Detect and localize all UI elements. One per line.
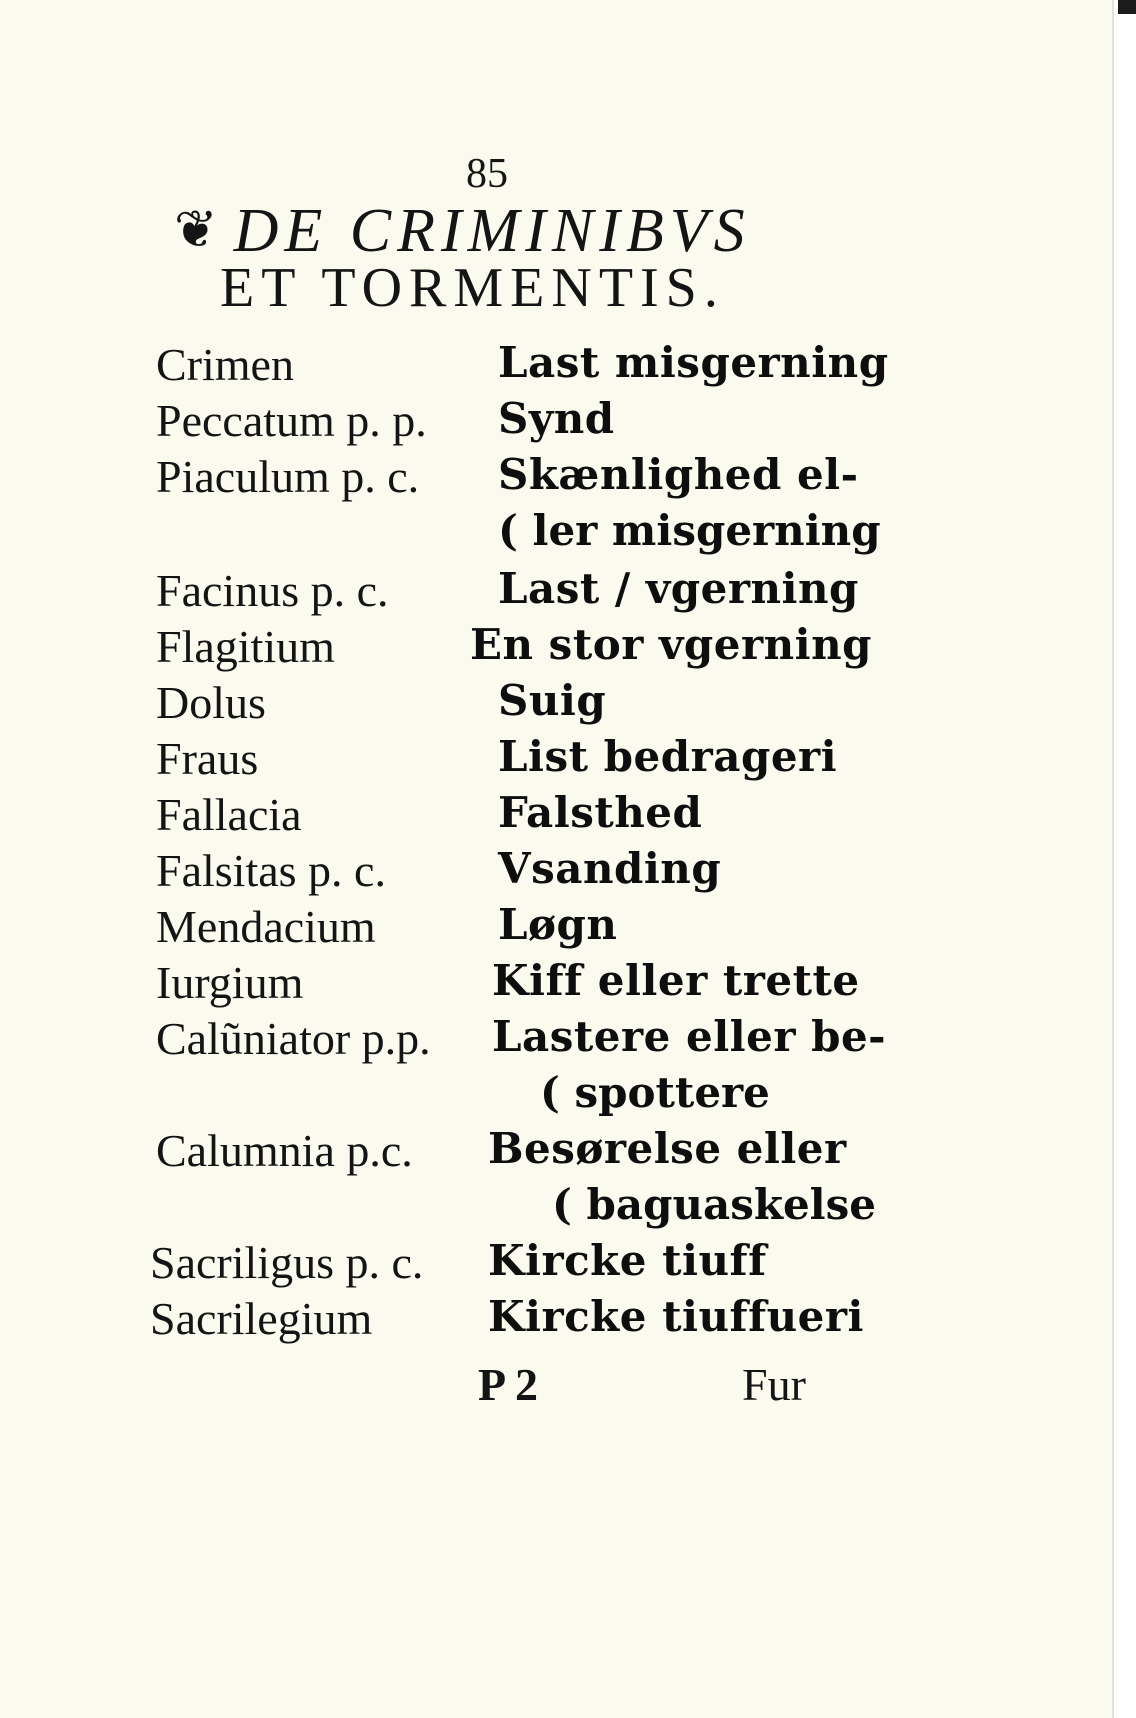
danish-gloss: Last / vgerning bbox=[498, 564, 859, 613]
danish-gloss: Skænlighed el- bbox=[498, 450, 859, 499]
scan-corner-mark bbox=[1118, 0, 1136, 14]
danish-gloss: Vsanding bbox=[498, 844, 722, 893]
danish-gloss: Kircke tiuffueri bbox=[488, 1292, 864, 1341]
list-item bbox=[0, 1124, 1112, 1229]
list-item bbox=[0, 676, 1112, 732]
list-item bbox=[0, 620, 1112, 676]
latin-term: Iurgium bbox=[156, 957, 304, 1008]
page-number: 85 bbox=[466, 151, 508, 197]
danish-gloss: Løgn bbox=[498, 900, 618, 949]
list-item bbox=[0, 732, 1112, 788]
scan-margin bbox=[1114, 0, 1136, 1718]
latin-term: Sacriligus p. c. bbox=[150, 1237, 424, 1288]
list-item bbox=[0, 450, 1112, 555]
latin-term: Facinus p. c. bbox=[156, 565, 389, 616]
danish-gloss: Lastere eller be- bbox=[492, 1012, 887, 1061]
list-item bbox=[0, 956, 1112, 1012]
signature-mark: P 2 bbox=[478, 1359, 539, 1410]
list-item bbox=[0, 564, 1112, 620]
chapter-title-line2: ET TORMENTIS. bbox=[220, 257, 725, 319]
list-item bbox=[0, 1236, 1112, 1292]
list-item bbox=[0, 1012, 1112, 1117]
danish-gloss: En stor vgerning bbox=[470, 620, 872, 669]
latin-term: Peccatum p. p. bbox=[156, 395, 427, 446]
danish-gloss: Kiff eller trette bbox=[492, 956, 860, 1005]
catchword: Fur bbox=[742, 1359, 806, 1410]
latin-term: Crimen bbox=[156, 339, 294, 390]
list-item bbox=[0, 1292, 1112, 1348]
list-item bbox=[0, 900, 1112, 956]
latin-term: Mendacium bbox=[156, 901, 376, 952]
danish-gloss: List bedrageri bbox=[498, 732, 838, 781]
list-item bbox=[0, 788, 1112, 844]
latin-term: Sacrilegium bbox=[150, 1293, 373, 1344]
danish-gloss: Besørelse eller bbox=[488, 1124, 847, 1173]
list-item bbox=[0, 338, 1112, 394]
latin-term: Fallacia bbox=[156, 789, 302, 840]
list-item bbox=[0, 394, 1112, 450]
danish-gloss-continuation: ( spottere bbox=[540, 1068, 770, 1117]
latin-term: Flagitium bbox=[156, 621, 335, 672]
chapter-title-text: DE CRIMINIBVS bbox=[233, 197, 751, 265]
danish-gloss-continuation: ( ler misgerning bbox=[498, 506, 881, 555]
latin-term: Falsitas p. c. bbox=[156, 845, 386, 896]
danish-gloss: Synd bbox=[498, 394, 615, 443]
danish-gloss-continuation: ( baguaskelse bbox=[552, 1180, 876, 1229]
latin-term: Calumnia p.c. bbox=[156, 1125, 413, 1176]
danish-gloss: Falsthed bbox=[498, 788, 703, 837]
latin-term: Dolus bbox=[156, 677, 266, 728]
latin-term: Fraus bbox=[156, 733, 259, 784]
latin-term: Piaculum p. c. bbox=[156, 451, 420, 502]
danish-gloss: Last misgerning bbox=[498, 338, 889, 387]
list-item bbox=[0, 844, 1112, 900]
fleuron-icon: ❦ bbox=[174, 202, 224, 259]
danish-gloss: Kircke tiuff bbox=[488, 1236, 767, 1285]
latin-term: Calũniator p.p. bbox=[156, 1013, 431, 1064]
danish-gloss: Suig bbox=[498, 676, 607, 725]
